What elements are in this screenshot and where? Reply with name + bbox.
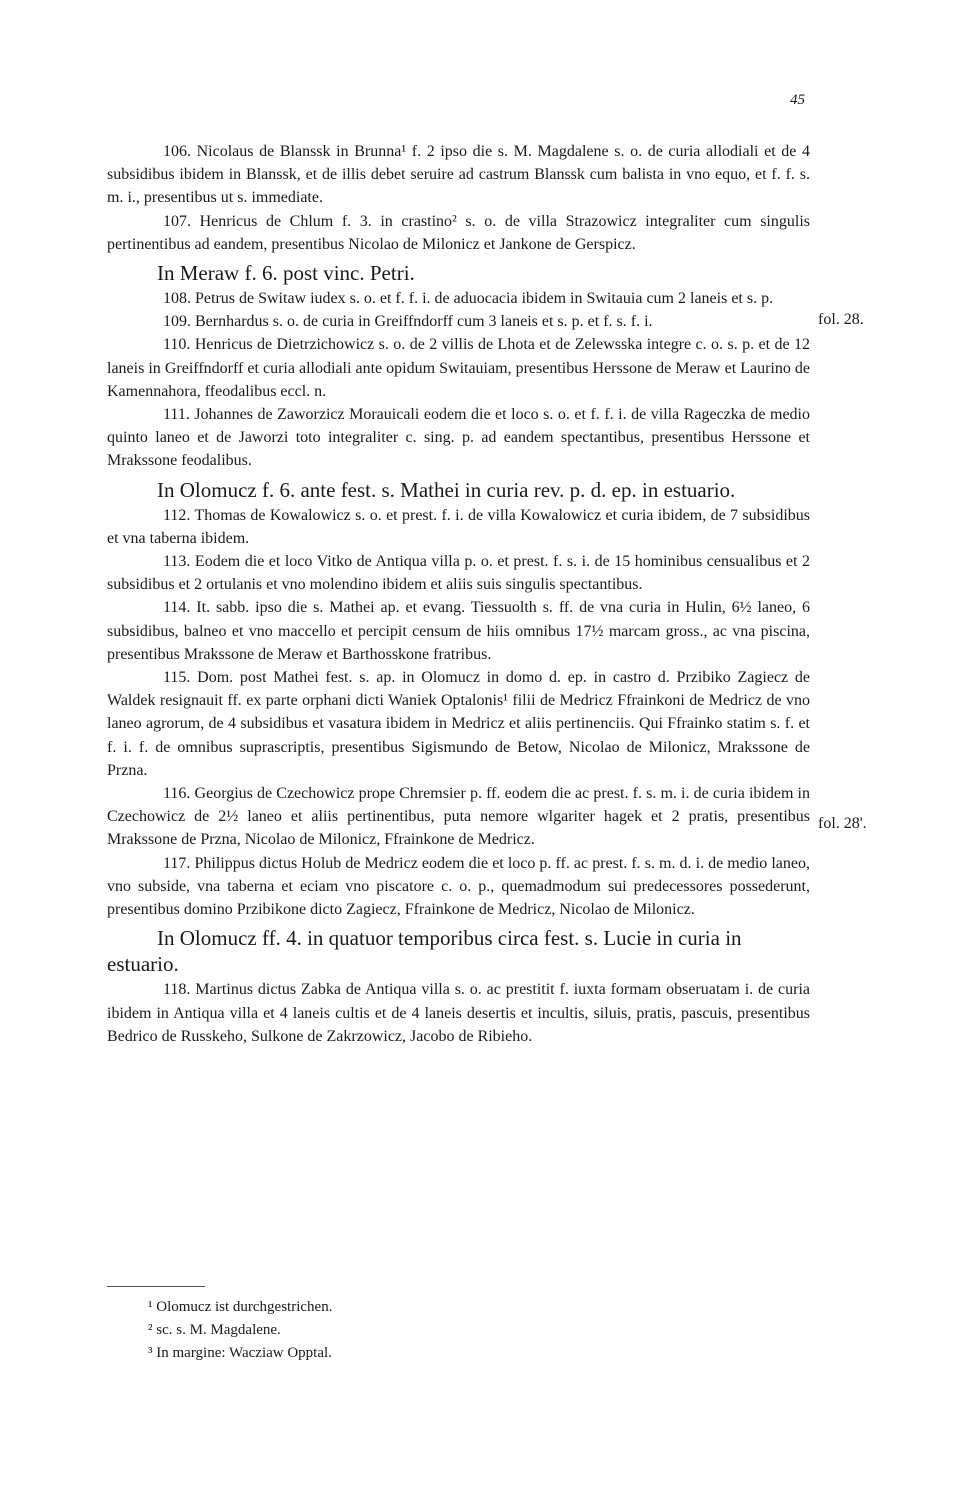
entry-110: 110. Henricus de Dietrzichowicz s. o. de 2 villis de Lhota et de Zelewsska integre c. o. s. p. et de 12 laneis in Greiffndorff et curia allodiali ante opidum Switauiam, presentibus Herssone de Meraw et Laurino de Kamennahora, ffeodalibus eccl. n.: [107, 336, 810, 400]
section-heading-olomucz-lucie: In Olomucz ff. 4. in quatuor temporibus circa fest. s. Lucie in curia in estuario.: [107, 926, 742, 977]
footnote-2: ² sc. s. M. Magdalene.: [148, 1321, 281, 1338]
margin-note-fol-28-verso: fol. 28'.: [818, 815, 867, 832]
entry-109: 109. Bernhardus s. o. de curia in Greiffndorff cum 3 laneis et s. p. et f. s. f. i.: [163, 313, 653, 331]
entry-116: 116. Georgius de Czechowicz prope Chremsier p. ff. eodem die ac prest. f. s. m. i. de curia ibidem in Czechowicz de 2½ laneo et aliis pertinentibus, puta nemore wlgariter hagek et 2 pratis, presentibus Mrakssone de Przna, Nicolao de Milonicz, Ffrainkone de Medricz.: [107, 785, 810, 849]
entry-108: 108. Petrus de Switaw iudex s. o. et f. f. i. de aduocacia ibidem in Switauia cum 2 laneis et s. p.: [163, 290, 774, 308]
entry-106: 106. Nicolaus de Blanssk in Brunna¹ f. 2 ipso die s. M. Magdalene s. o. de curia allodiali et de 4 subsidibus ibidem in Blanssk, et de illis debet seruire ad castrum Blanssk cum balista in vno equo, et f. f. s. m. i., presentibus ut s. immediate.: [107, 143, 810, 207]
footnote-3: ³ In margine: Wacziaw Opptal.: [148, 1344, 332, 1361]
main-text: [107, 140, 810, 1048]
entry-117: 117. Philippus dictus Holub de Medricz eodem die et loco p. ff. ac prest. f. s. m. d. i. de medio laneo, vno subside, vna taberna et eciam vno piscatore c. o. p., quemadmodum sui predecessores possederunt, presentibus domino Przibikone dicto Zagiecz, Ffrainkone de Medricz, Nicolao de Milonicz.: [107, 854, 810, 919]
section-heading-meraw: In Meraw f. 6. post vinc. Petri.: [157, 261, 415, 286]
footnote-1: ¹ Olomucz ist durchgestrichen.: [148, 1299, 333, 1315]
footnotes: [148, 1296, 332, 1364]
entry-114: 114. It. sabb. ipso die s. Mathei ap. et evang. Tiessuolth s. ff. de vna curia in Hulin, 6½ laneo, 6 subsidibus, balneo et vno maccello et percipit censum de hiis omnibus 17½ marcam gross., ac vna piscina, presentibus Mrakssone de Meraw et Barthosskone fratribus.: [107, 599, 810, 663]
entry-115: 115. Dom. post Mathei fest. s. ap. in Olomucz in domo d. ep. in castro d. Przibiko Zagiecz de Waldek resignauit ff. ex parte orphani dicti Waniek Optalonis¹ filii de Medricz Ffrainkoni de Medricz de vno laneo agrorum, de 4 subsidibus et vasatura ibidem in Medricz et aliis pertinenciis. Qui Ffrainko statim s. f. et f. i. f. de omnibus suprascriptis, presentibus Sigismundo de Betow, Nicolao de Milonicz, Mrakssone de Przna.: [107, 669, 810, 779]
entry-118: 118. Martinus dictus Zabka de Antiqua villa s. o. ac prestitit f. iuxta formam obseruatam i. de curia ibidem in Antiqua villa et 4 laneis cultis et de 4 laneis desertis et incultis, siluis, pratis, pascuis, presentibus Bedrico de Russkeho, Sulkone de Zakrzowicz, Jacobo de Ribieho.: [107, 981, 810, 1045]
entry-107: 107. Henricus de Chlum f. 3. in crastino² s. o. de villa Strazowicz integraliter cum singulis pertinentibus ad eandem, presentibus Nicolao de Milonicz et Jankone de Gerspicz.: [107, 212, 810, 253]
footnote-divider: [107, 1286, 205, 1287]
entry-113: 113. Eodem die et loco Vitko de Antiqua villa p. o. et prest. f. s. i. de 15 hominibus censualibus et 2 subsidibus et 2 ortulanis et vno molendino ibidem et aliis suis singulis spectantibus.: [107, 553, 810, 594]
section-heading-olomucz-mathei: In Olomucz f. 6. ante fest. s. Mathei in curia rev. p. d. ep. in estuario.: [157, 477, 736, 502]
entry-112: 112. Thomas de Kowalowicz s. o. et prest. f. i. de villa Kowalowicz et curia ibidem, de 7 subsidibus et vna taberna ibidem.: [107, 506, 810, 547]
margin-note-fol-28: fol. 28.: [818, 311, 864, 328]
page-number: 45: [790, 92, 805, 108]
entry-111: 111. Johannes de Zaworzicz Morauicali eodem die et loco s. o. et f. f. i. de villa Rageczka de medio quinto laneo et de Jaworzi toto integraliter c. sing. p. ad eandem spectantibus, presentibus Herssone et Mrakssone feodalibus.: [107, 406, 810, 470]
